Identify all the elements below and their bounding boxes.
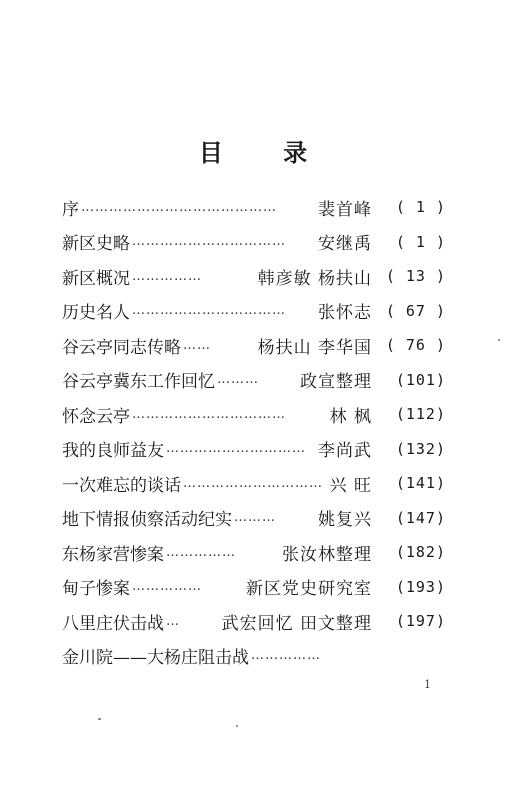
toc-leader-dots: ………………………… bbox=[183, 475, 323, 491]
toc-entry-title: 我的良师益友 bbox=[62, 441, 164, 462]
toc-entry-author: 安继禹 bbox=[318, 234, 372, 255]
toc-entry bbox=[62, 604, 446, 639]
toc-leader-dots: …………………………… bbox=[132, 303, 286, 319]
toc-entry-title: 地下情报侦察活动纪实 bbox=[62, 510, 232, 531]
toc-entry-page: ( 1 ) bbox=[395, 232, 446, 251]
scan-speck bbox=[236, 725, 238, 727]
toc-entry-title: 谷云亭冀东工作回忆 bbox=[62, 372, 215, 393]
toc-entry-author: 武宏回忆 田文整理 bbox=[221, 613, 372, 634]
toc-entry-title: 东杨家营惨案 bbox=[62, 544, 164, 565]
toc-entry-page: (147) bbox=[395, 508, 446, 527]
toc-entry bbox=[62, 363, 446, 398]
toc-entry-title: 八里庄伏击战 bbox=[62, 613, 164, 634]
toc-entry bbox=[62, 432, 446, 467]
toc-entry-page: (141) bbox=[395, 474, 446, 493]
toc-leader-dots: …………………………… bbox=[132, 234, 286, 250]
toc-leader-dots: … bbox=[166, 613, 180, 629]
page-title: 目 录 bbox=[198, 138, 334, 167]
toc-entry bbox=[62, 501, 446, 536]
toc-entry-author: 新区党史研究室 bbox=[246, 579, 372, 600]
toc-entry-title: 金川院——大杨庄阻击战 bbox=[62, 648, 249, 669]
toc-entry-title: 序 bbox=[62, 199, 79, 220]
toc-entry-title: 谷云亭同志传略 bbox=[62, 337, 181, 358]
scan-speck bbox=[498, 339, 500, 341]
toc-leader-dots: …………………………… bbox=[132, 406, 286, 422]
toc-entry-page: (101) bbox=[395, 370, 446, 389]
toc-entry-title: 历史名人 bbox=[62, 303, 130, 324]
toc-entry-page: (197) bbox=[395, 612, 446, 631]
toc-entry-page: ( 13 ) bbox=[385, 267, 446, 286]
table-of-contents bbox=[62, 190, 446, 673]
toc-entry-page: (112) bbox=[395, 405, 446, 424]
toc-entry-author: 李尚武 bbox=[318, 441, 372, 462]
toc-entry bbox=[62, 294, 446, 329]
toc-entry-author: 姚复兴 bbox=[318, 510, 372, 531]
toc-entry-author: 裴首峰 bbox=[318, 199, 372, 220]
toc-entry bbox=[62, 328, 446, 363]
toc-entry bbox=[62, 225, 446, 260]
toc-entry-author: 韩彦敏 杨扶山 bbox=[257, 268, 372, 289]
toc-leader-dots: …………… bbox=[132, 268, 202, 284]
toc-leader-dots: …………………………………… bbox=[81, 199, 277, 215]
toc-entry-author: 兴 旺 bbox=[329, 475, 372, 496]
toc-leader-dots: …………… bbox=[166, 544, 236, 560]
toc-leader-dots: ……… bbox=[217, 372, 259, 388]
toc-entry bbox=[62, 639, 446, 674]
toc-entry bbox=[62, 570, 446, 605]
toc-entry-title: 新区史略 bbox=[62, 234, 130, 255]
toc-entry-page: ( 1 ) bbox=[395, 198, 446, 217]
toc-entry bbox=[62, 397, 446, 432]
toc-entry-title: 甸子惨案 bbox=[62, 579, 130, 600]
toc-leader-dots: …………… bbox=[251, 648, 321, 664]
toc-entry-author: 张怀志 bbox=[318, 303, 372, 324]
toc-entry-page: ( 67 ) bbox=[385, 301, 446, 320]
scan-speck bbox=[98, 718, 101, 720]
toc-entry-author: 林 枫 bbox=[329, 406, 372, 427]
page-number: 1 bbox=[424, 678, 431, 691]
toc-entry bbox=[62, 190, 446, 225]
toc-leader-dots: ………………………… bbox=[166, 441, 306, 457]
toc-entry-page: (132) bbox=[395, 439, 446, 458]
toc-entry-page: (193) bbox=[395, 577, 446, 596]
toc-entry-author: 杨扶山 李华国 bbox=[257, 337, 372, 358]
toc-entry-page: (182) bbox=[395, 543, 446, 562]
toc-entry-author: 政宣整理 bbox=[300, 372, 372, 393]
toc-entry-page: ( 76 ) bbox=[385, 336, 446, 355]
toc-entry bbox=[62, 466, 446, 501]
toc-leader-dots: …… bbox=[183, 337, 211, 353]
toc-leader-dots: ……… bbox=[234, 510, 276, 526]
toc-entry-title: 一次难忘的谈话 bbox=[62, 475, 181, 496]
toc-leader-dots: …………… bbox=[132, 579, 202, 595]
toc-entry bbox=[62, 535, 446, 570]
toc-entry-title: 新区概况 bbox=[62, 268, 130, 289]
toc-entry-title: 怀念云亭 bbox=[62, 406, 130, 427]
toc-entry bbox=[62, 259, 446, 294]
toc-entry-author: 张汝林整理 bbox=[282, 544, 372, 565]
